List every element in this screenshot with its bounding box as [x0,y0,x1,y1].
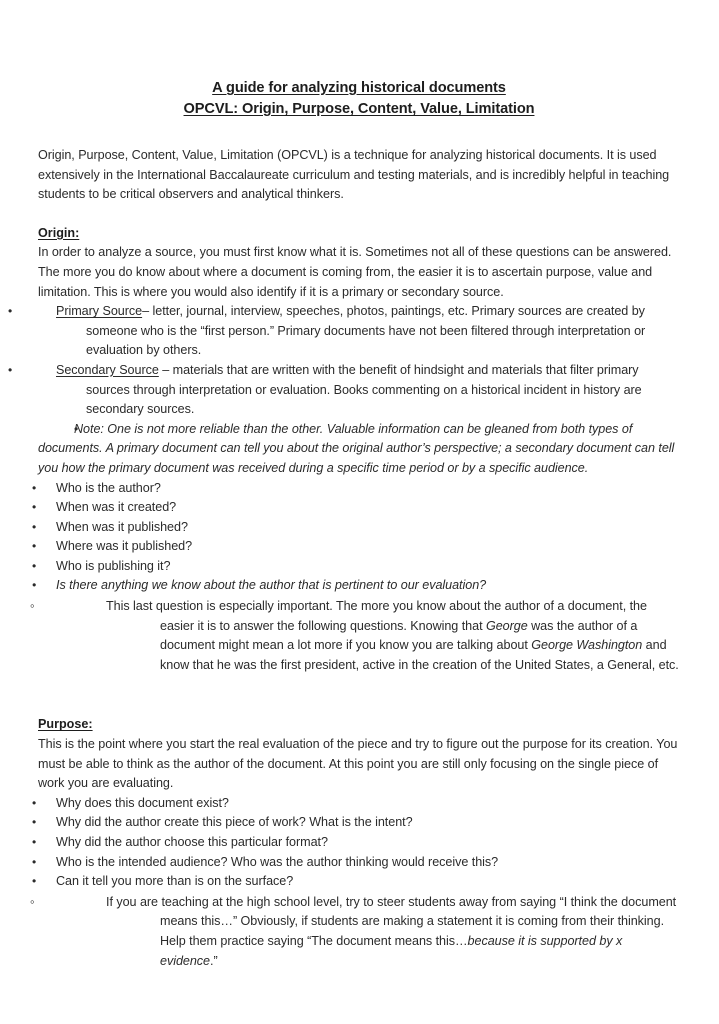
purpose-question-list [38,794,680,892]
list-item: • When was it published? [38,518,680,538]
origin-intro-paragraph: In order to analyze a source, you must first know what it is. Sometimes not all of these questions can be answered. The more you do know about where a document is coming from, the easier it is to ascertain purpose, value and limitation. This is where you would also identify if it is a primary or secondary source. [38,245,672,299]
list-item: • Where was it published? [38,537,680,557]
list-item: • Why does this document exist? [38,794,680,814]
primary-source-definition: – letter, journal, interview, speeches, photos, paintings, etc. Primary sources are created by someone who is the “first person.” Primary documents have not been filtered through interpretation or evaluation by others. [86,304,646,358]
list-item: • Who is the intended audience? Who was the author thinking would receive this? [38,853,680,873]
origin-sub-note [38,596,680,675]
spacer [38,120,680,146]
spacer [38,205,680,224]
list-item-primary-source [38,302,680,361]
list-item: • Can it tell you more than is on the surface? [38,872,680,892]
title-line-2: OPCVL: Origin, Purpose, Content, Value, Limitation [183,101,535,117]
purpose-sub-note-emphasis: because it is supported by x evidence [160,933,623,968]
list-item: • Who is the author? [38,479,680,499]
document-title [38,78,680,120]
spacer [38,675,680,715]
purpose-intro-paragraph: This is the point where you start the real evaluation of the piece and try to figure out the purpose for its creation. You must be able to think as the author of the document. At this point you are still only focusing on the single piece of work you are evaluating. [38,737,678,791]
purpose-sub-note-part-2: .” [210,953,218,968]
list-item: • When was it created? [38,498,680,518]
sub-note-emphasis-george: George [485,618,528,633]
primary-source-term: Primary Source [56,304,143,319]
intro-paragraph: Origin, Purpose, Content, Value, Limitation (OPCVL) is a technique for analyzing historical documents. It is used extensively in the International Baccalaureate curriculum and testing materials, and is incredibly helpful in teaching students to be critical observers and analytical thinkers. [38,148,670,202]
purpose-sub-note [38,892,680,971]
secondary-source-term: Secondary Source [56,362,159,377]
origin-heading: Origin: [38,225,80,240]
list-item: • Who is publishing it? [38,557,680,577]
sub-note-part-1: This last question is especially important. The more you know about the author of a document, the easier it is to answer the following questions. Knowing that [106,599,647,633]
list-item: • Why did the author choose this particular format? [38,833,680,853]
list-item-italic-question: • Is there anything we know about the author that is pertinent to our evaluation? [38,576,680,596]
purpose-sub-note-part-1: If you are teaching at the high school level, try to steer students away from saying “I think the document means this…” Obviously, if students are making a statement it is coming from their thinking. Help them practice saying “The document means this… [106,894,677,948]
list-item-secondary-source [38,361,680,420]
list-item: • Why did the author create this piece of work? What is the intent? [38,813,680,833]
sub-note-emphasis-george-washington: George Washington [531,638,643,653]
purpose-heading: Purpose: [38,717,93,732]
secondary-source-definition: – materials that are written with the benefit of hindsight and materials that filter primary sources through interpretation or evaluation. Books commenting on a historical incident in history are secondary sources. [86,362,642,417]
title-line-1: A guide for analyzing historical documents [212,80,506,96]
origin-source-list [38,302,680,420]
sub-note-part-2: was the author of a document might mean a lot more if you know you are talking about [160,618,638,653]
list-item-note: • Note: One is not more reliable than the other. Valuable information can be gleaned from both types of documents. A primary document can tell you about the original author’s perspective; a secondary document can tell you how the primary document was received during a specific time period or by a specific audience. [38,420,680,479]
origin-question-list [38,479,680,597]
sub-note-part-3: and know that he was the first president, active in the creation of the United States, a General, etc. [160,638,679,672]
